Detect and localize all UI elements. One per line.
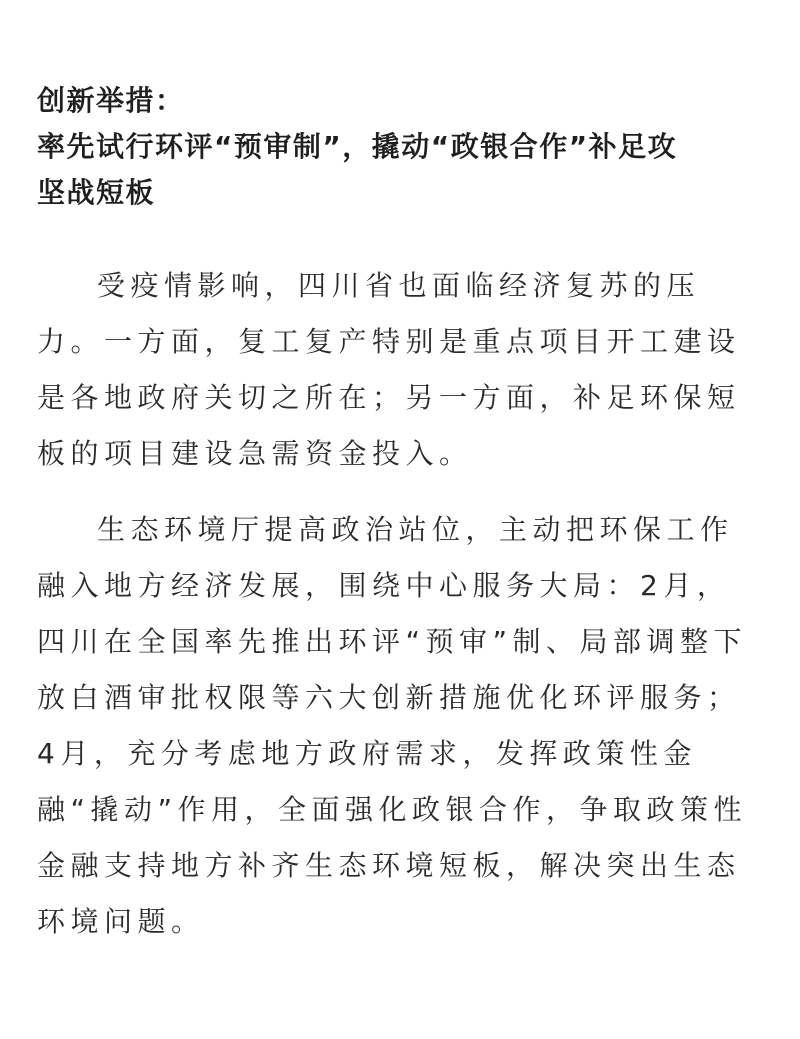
paragraph-line: 环境问题。 bbox=[37, 905, 205, 938]
paragraph-line: 放白酒审批权限等六大创新措施优化环评服务； bbox=[37, 681, 741, 714]
paragraph-line: 金融支持地方补齐生态环境短板，解决突出生态 bbox=[37, 849, 741, 882]
heading-line: 坚战短板 bbox=[37, 176, 156, 209]
paragraph-line: 板的项目建设急需资金投入。 bbox=[37, 437, 473, 470]
paragraph-line: 生态环境厅提高政治站位，主动把环保工作 bbox=[97, 513, 734, 546]
article-body bbox=[37, 78, 765, 950]
paragraph-2 bbox=[37, 502, 765, 950]
paragraph-line: 受疫情影响，四川省也面临经济复苏的压 bbox=[97, 269, 701, 302]
article-heading bbox=[37, 78, 765, 216]
paragraph-1 bbox=[37, 258, 765, 482]
paragraph-line: 4月，充分考虑地方政府需求，发挥政策性金 bbox=[37, 737, 697, 770]
paragraph-line: 融入地方经济发展，围绕中心服务大局：2月， bbox=[37, 569, 731, 602]
paragraph-line: 是各地政府关切之所在；另一方面，补足环保短 bbox=[37, 381, 741, 414]
heading-line: 创新举措： bbox=[37, 84, 185, 117]
paragraph-line: 四川在全国率先推出环评“预审”制、局部调整下 bbox=[37, 625, 748, 658]
heading-line: 率先试行环评“预审制”，撬动“政银合作”补足攻 bbox=[37, 130, 678, 163]
paragraph-line: 融“撬动”作用，全面强化政银合作，争取政策性 bbox=[37, 793, 748, 826]
paragraph-line: 力。一方面，复工复产特别是重点项目开工建设 bbox=[37, 325, 741, 358]
